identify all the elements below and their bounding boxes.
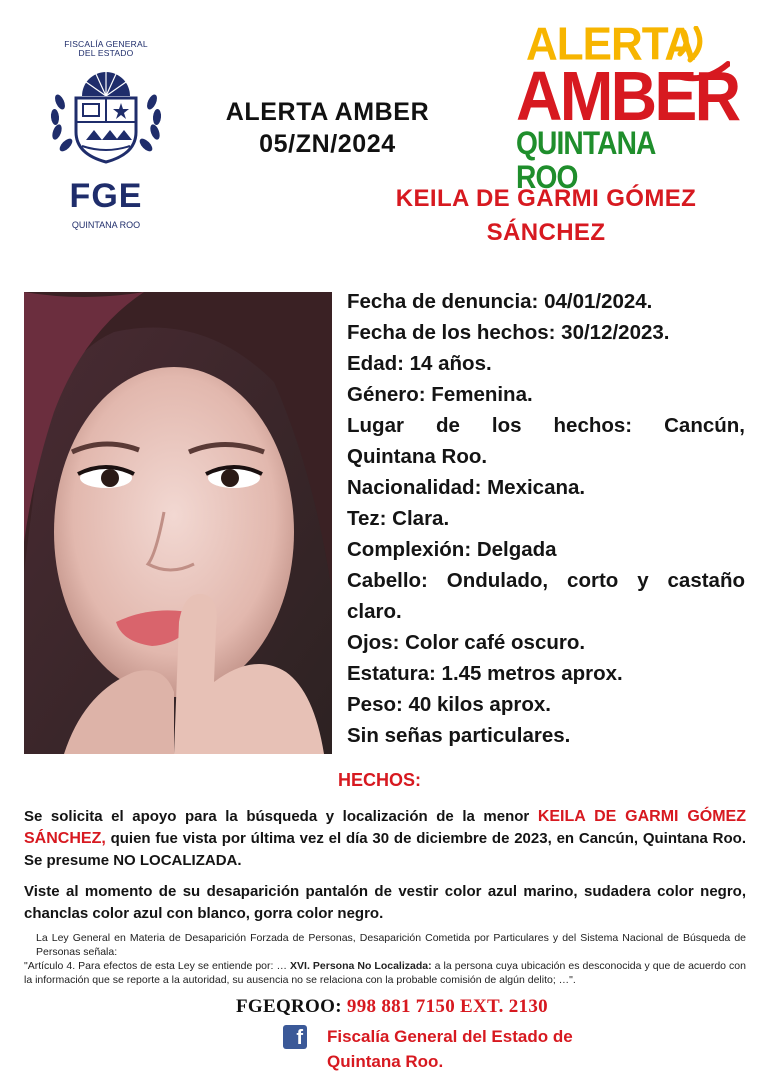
legal-quote xyxy=(24,959,746,987)
alerta-amber-logo xyxy=(510,18,739,195)
contact-prefix: FGEQROO: xyxy=(236,996,347,1017)
facebook-page-link[interactable] xyxy=(327,1024,573,1074)
hechos-p1-part2: quien fue vista por última vez el día 30 de diciembre de 2023, en Cancún, Quintana Roo. Se presume NO LOCALIZADA. xyxy=(24,830,746,869)
amber-logo-word-quintana-roo: QUINTANA ROO xyxy=(516,125,655,195)
fge-logo-top-text-1: FISCALÍA GENERAL xyxy=(64,39,148,49)
fge-seal-icon xyxy=(46,62,166,172)
tez: Tez: Clara. xyxy=(347,507,450,530)
cabello-word: Cabello: xyxy=(347,569,428,592)
alert-code-block xyxy=(210,96,445,160)
amber-logo-word-alerta: ALERTA xyxy=(526,18,696,71)
fge-abbreviation: FGE xyxy=(69,177,143,215)
legal-notice xyxy=(24,931,746,987)
legal-line-1: La Ley General en Materia de Desaparición Forzada de Personas, Desaparición Cometida por Particulares y del Sistema Nacional de Búsqueda de Personas señala: xyxy=(36,932,746,958)
lugar-word: Lugar xyxy=(347,414,404,437)
lugar-hechos-line-1 xyxy=(347,410,745,441)
hechos-p1-part1: Se solicita el apoyo para la búsqueda y localización de la menor xyxy=(24,808,538,825)
legal-quote-end: a la persona cuya ubicación es desconocida y que de acuerdo con la información que se reporte a la autoridad, su ausencia no se relaciona con la probable comisión de algún delito; …". xyxy=(24,960,746,986)
lugar-word: hechos: xyxy=(553,414,633,437)
fecha-denuncia: Fecha de denuncia: 04/01/2024. xyxy=(347,290,653,313)
contact-phone-number[interactable]: 998 881 7150 EXT. 2130 xyxy=(346,996,548,1017)
cabello-word: castaño xyxy=(667,569,745,592)
lugar-word: de xyxy=(435,414,460,437)
person-details xyxy=(347,286,745,751)
genero: Género: Femenina. xyxy=(347,383,533,406)
missing-person-name xyxy=(360,182,732,250)
facebook-line-1: Fiscalía General del Estado de xyxy=(327,1027,573,1046)
lugar-hechos-line-2: Quintana Roo. xyxy=(347,445,488,468)
amber-logo-word-amber: AMBER xyxy=(516,57,739,135)
hechos-title: HECHOS: xyxy=(338,770,422,790)
cabello-line-1 xyxy=(347,565,745,596)
name-line-2: SÁNCHEZ xyxy=(486,219,606,246)
legal-quote-start: "Artículo 4. Para efectos de esta Ley se entiende por: … xyxy=(24,960,291,972)
facebook-icon[interactable]: f xyxy=(283,1025,307,1049)
contact-phone[interactable] xyxy=(236,996,548,1018)
hechos-paragraph-1 xyxy=(24,806,746,872)
lugar-word: Cancún, xyxy=(664,414,745,437)
fge-logo-bottom-text: QUINTANA ROO xyxy=(71,220,141,230)
cabello-word: Ondulado, xyxy=(446,569,549,592)
edad: Edad: 14 años. xyxy=(347,352,492,375)
hechos-paragraph-2: Viste al momento de su desaparición pantalón de vestir color azul marino, sudadera color negro, chanclas color azul con blanco, gorra color negro. xyxy=(24,883,746,922)
ojos: Ojos: Color café oscuro. xyxy=(347,631,586,654)
peso: Peso: 40 kilos aprox. xyxy=(347,693,551,716)
fecha-hechos: Fecha de los hechos: 30/12/2023. xyxy=(347,321,670,344)
lugar-word: los xyxy=(491,414,522,437)
facebook-line-2: Quintana Roo. xyxy=(327,1052,444,1071)
fge-logo xyxy=(38,39,174,230)
missing-person-photo xyxy=(24,292,332,754)
legal-quote-bold: XVI. Persona No Localizada: xyxy=(290,960,432,972)
senas-particulares: Sin señas particulares. xyxy=(347,724,571,747)
fge-logo-top-text-2: DEL ESTADO xyxy=(78,48,134,58)
alert-title: ALERTA AMBER xyxy=(225,98,430,126)
cabello-line-2: claro. xyxy=(347,600,402,623)
cabello-word: y xyxy=(637,569,649,592)
alert-code: 05/ZN/2024 xyxy=(259,130,396,158)
cabello-word: corto xyxy=(567,569,619,592)
missing-person-photo-icon xyxy=(24,292,332,754)
complexion: Complexión: Delgada xyxy=(347,538,557,561)
nacionalidad: Nacionalidad: Mexicana. xyxy=(347,476,586,499)
name-line-1: KEILA DE GARMI GÓMEZ xyxy=(395,185,697,212)
hechos-p1-name: KEILA DE GARMI GÓMEZ SÁNCHEZ, xyxy=(24,808,746,847)
estatura: Estatura: 1.45 metros aprox. xyxy=(347,662,623,685)
